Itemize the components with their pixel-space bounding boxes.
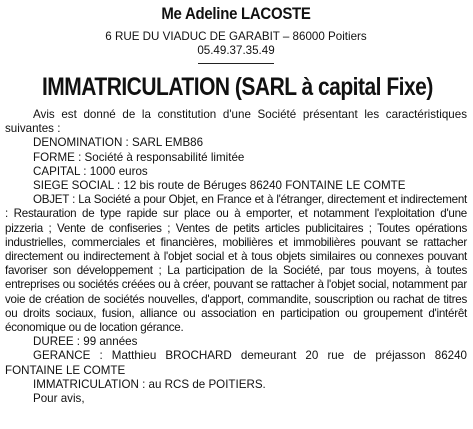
duree-line: DUREE : 99 années: [33, 335, 138, 349]
notice-title: IMMATRICULATION (SARL à capital Fixe): [41, 73, 433, 101]
forme-line: FORME : Société à responsabilité limitée: [33, 150, 245, 164]
author-phone: 05.49.37.35.49: [197, 44, 275, 57]
objet-paragraph: OBJET : La Société a pour Objet, en France et à l'étranger, directement et indirectement : Restauration de type rapide sur place ou à emporter, et notamment l'exploitation d'une pizzeria ; Vente de confiseries ; Ventes de petits articles publicitaires ; Toutes opérations industrielles, commerciales et financières, mobilières et immobilières pouvant se rattacher directement ou indirectement à l'objet social et à tous objets similaires ou connexes pouvant favoriser son développement ; La participation de la Société, par tous moyens, à toutes entreprises ou sociétés créées ou à créer, pouvant se rattacher à l'objet social, notamment par voie de création de sociétés nouvelles, d'apport, commandite, souscription ou rachat de titres ou droits sociaux, fusion, alliance ou association en participation ou groupement d'intérêt économique ou de location gérance.: [5, 193, 467, 335]
notice-body: [5, 108, 467, 406]
capital-line: CAPITAL : 1000 euros: [33, 164, 148, 178]
notice-header: [5, 2, 467, 64]
gerance-paragraph: GERANCE : Matthieu BROCHARD demeurant 20 rue de préjasson 86240 FONTAINE LE COMTE: [5, 349, 467, 377]
author-address: 6 RUE DU VIADUC DE GARABIT – 86000 Poitiers: [105, 30, 367, 43]
siege-line: SIEGE SOCIAL : 12 bis route de Béruges 86240 FONTAINE LE COMTE: [33, 179, 406, 193]
header-divider: [198, 63, 274, 64]
denomination-line: DENOMINATION : SARL EMB86: [33, 136, 204, 150]
immatriculation-line: IMMATRICULATION : au RCS de POITIERS.: [33, 377, 266, 391]
intro-paragraph: Avis est donné de la constitution d'une Société présentant les caractéristiques suivantes :: [5, 108, 467, 136]
closing-line: Pour avis,: [33, 392, 85, 406]
author-name: Me Adeline LACOSTE: [161, 4, 311, 23]
